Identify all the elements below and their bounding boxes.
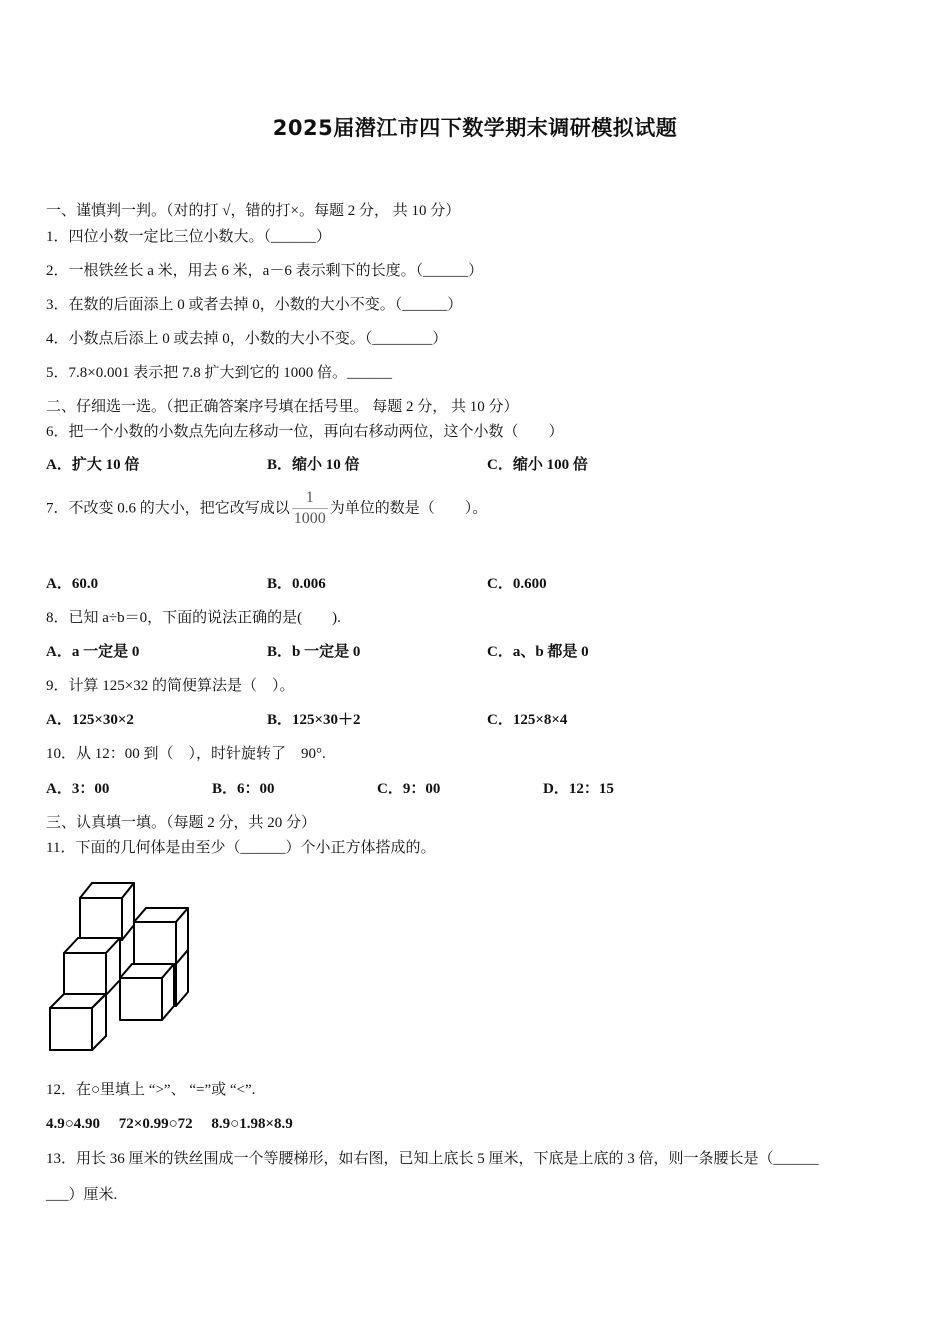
q8-option-b: B．b 一定是 0 (267, 644, 361, 660)
section-3-header: 三、认真填一填。（每题 2 分，共 20 分） (46, 815, 317, 831)
question-6: 6．把一个小数的小数点先向左移动一位，再向右移动两位，这个小数（ ） (46, 424, 564, 440)
cube-right-upper (134, 908, 188, 964)
q7-option-b: B．0.006 (267, 576, 326, 592)
q7-option-a: A．60.0 (46, 576, 99, 592)
q8-option-a: A．a 一定是 0 (46, 644, 140, 660)
question-12: 12．在○里填上 “>”、 “=”或 “<”. (46, 1082, 256, 1098)
q12-comparisons: 4.9○4.90 72×0.99○72 8.9○1.98×8.9 (46, 1116, 293, 1132)
cube-stack-figure (44, 878, 204, 1058)
q9-option-b: B．125×30＋2 (267, 712, 361, 728)
question-1: 1．四位小数一定比三位小数大。（______） (46, 229, 332, 245)
q6-option-c: C．缩小 100 倍 (487, 457, 588, 473)
section-1-header: 一、谨慎判一判。（对的打 √，错的打×。每题 2 分， 共 10 分） (46, 203, 461, 219)
q7-fraction (292, 488, 328, 529)
question-13-line-1: 13．用长 36 厘米的铁丝围成一个等腰梯形，如右图，已知上底长 5 厘米，下底是上底的 3 倍，则一条腰长是（______ (46, 1151, 819, 1167)
q10-option-a: A．3：00 (46, 781, 110, 797)
q10-option-b: B．6：00 (212, 781, 275, 797)
q6-option-a: A．扩大 10 倍 (46, 457, 140, 473)
q9-option-a: A．125×30×2 (46, 712, 134, 728)
q6-option-b: B．缩小 10 倍 (267, 457, 360, 473)
cube-top (80, 883, 134, 940)
question-13-line-2: ___）厘米. (46, 1187, 118, 1203)
question-8: 8．已知 a÷b＝0，下面的说法正确的是( ). (46, 610, 341, 626)
question-9: 9．计算 125×32 的简便算法是（ ）。 (46, 678, 295, 694)
q7-option-c: C．0.600 (487, 576, 547, 592)
question-10: 10．从 12：00 到（ ），时针旋转了 90°. (46, 746, 326, 762)
question-7 (46, 488, 487, 529)
question-5: 5．7.8×0.001 表示把 7.8 扩大到它的 1000 倍。______ (46, 365, 392, 381)
cube-bottom-front (50, 994, 106, 1050)
q7-fraction-numerator: 1 (292, 488, 328, 509)
question-3: 3．在数的后面添上 0 或者去掉 0，小数的大小不变。（______） (46, 297, 463, 313)
question-2: 2．一根铁丝长 a 米，用去 6 米，a－6 表示剩下的长度。（______） (46, 263, 484, 279)
section-2-header: 二、仔细选一选。（把正确答案序号填在括号里。 每题 2 分， 共 10 分） (46, 399, 519, 415)
q9-option-c: C．125×8×4 (487, 712, 568, 728)
cube-center-front (120, 964, 174, 1020)
q7-stem-post: 为单位的数是（ ）。 (329, 500, 488, 517)
page-title: 2025届潜江市四下数学期末调研模拟试题 (272, 116, 678, 140)
cube-middle (64, 938, 120, 995)
question-4: 4．小数点后添上 0 或去掉 0，小数的大小不变。（________） (46, 331, 448, 347)
question-11: 11．下面的几何体是由至少（______）个小正方体搭成的。 (46, 840, 436, 856)
q8-option-c: C．a、b 都是 0 (487, 644, 589, 660)
q7-fraction-denominator: 1000 (293, 510, 326, 527)
q10-option-d: D．12：15 (543, 781, 614, 797)
q10-option-c: C．9：00 (377, 781, 441, 797)
q7-stem-pre: 7．不改变 0.6 的大小，把它改写成以 (46, 500, 290, 517)
